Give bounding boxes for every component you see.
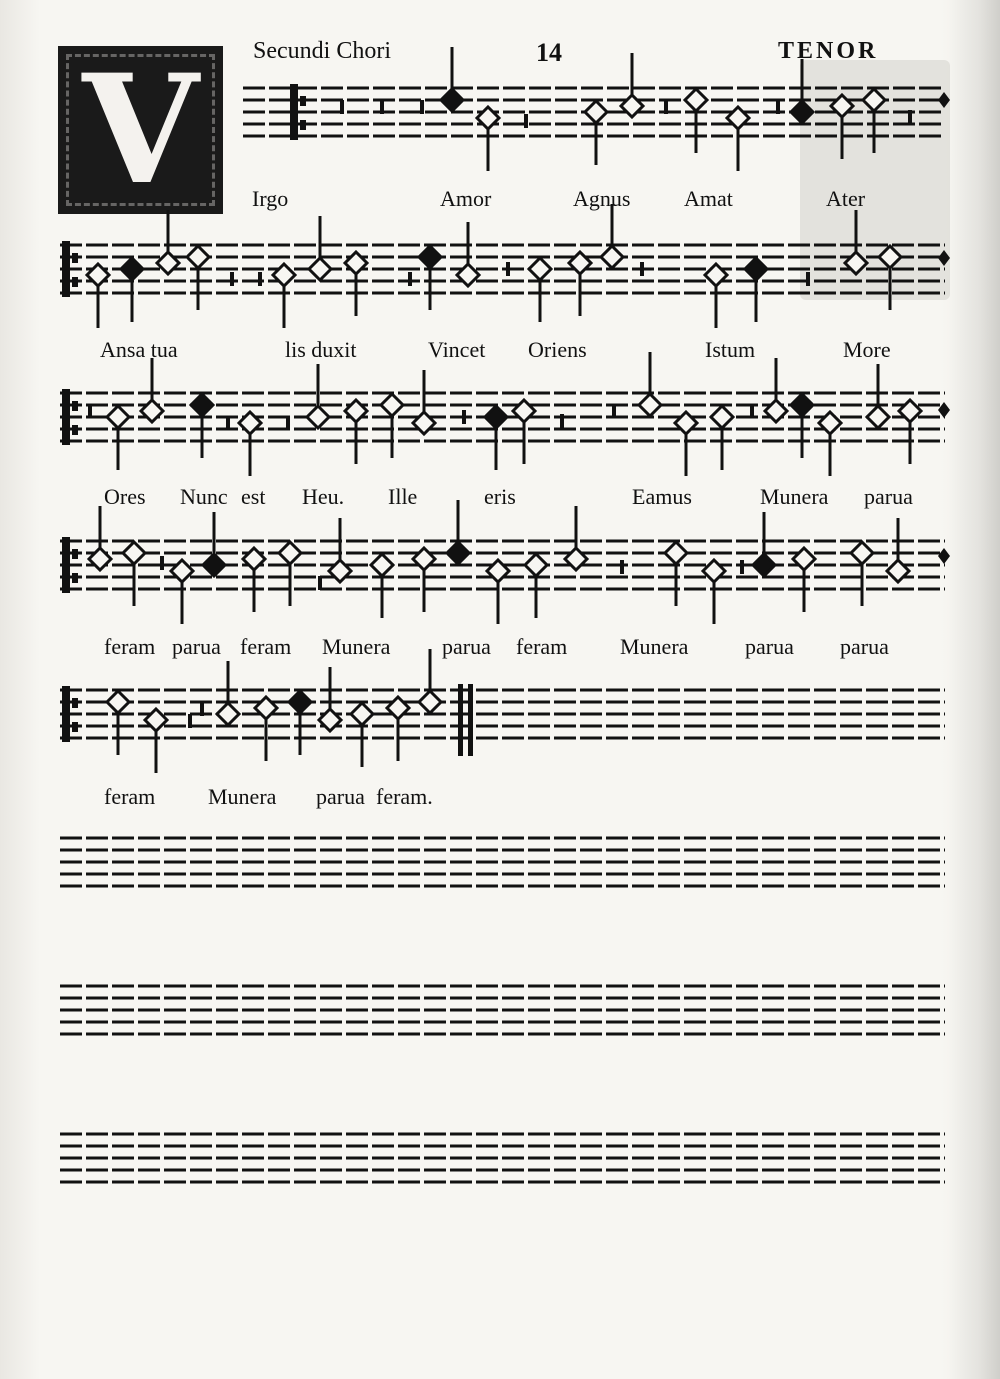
clef-mark: [62, 686, 70, 742]
note-head: [157, 252, 179, 274]
note-head: [899, 400, 921, 422]
rest-mark: [506, 262, 510, 276]
chorus-heading: Secundi Chori: [253, 38, 391, 64]
note-head: [345, 252, 367, 274]
note-head: [441, 89, 463, 111]
note-head: [289, 691, 311, 713]
note-head: [745, 258, 767, 280]
note-head: [107, 406, 129, 428]
initial-letter: V: [82, 46, 199, 214]
note-head: [477, 107, 499, 129]
lyric-amat: Amat: [684, 186, 733, 211]
lyric-amor: Amor: [440, 186, 492, 211]
final-barline: [468, 684, 473, 756]
note-head: [601, 246, 623, 268]
lyric-parua: parua: [316, 784, 365, 809]
note-head: [239, 412, 261, 434]
note-head: [319, 709, 341, 731]
note-head: [191, 394, 213, 416]
rest-mark: [230, 272, 234, 286]
lyric-oriens: Oriens: [528, 337, 587, 362]
note-head: [371, 554, 393, 576]
rest-mark: [740, 560, 744, 574]
clef-mark: [62, 537, 70, 593]
note-head: [585, 101, 607, 123]
lyric-parua: parua: [172, 634, 221, 659]
rest-mark: [380, 100, 384, 114]
note-head: [665, 542, 687, 564]
note-head: [243, 548, 265, 570]
rest-mark: [226, 416, 230, 430]
note-head: [569, 252, 591, 274]
note-head: [793, 548, 815, 570]
rest-mark: [258, 272, 262, 286]
note-head: [685, 89, 707, 111]
lyric-munera: Munera: [760, 484, 829, 509]
lyric-ansa-tua: Ansa tua: [100, 337, 178, 362]
lyric-munera: Munera: [620, 634, 689, 659]
note-head: [819, 412, 841, 434]
note-head: [87, 264, 109, 286]
note-head: [851, 542, 873, 564]
lyric-ille: Ille: [388, 484, 418, 509]
clef-mark: [72, 425, 78, 435]
custos-mark: [938, 250, 950, 266]
note-head: [107, 691, 129, 713]
lyric-ater: Ater: [826, 186, 866, 211]
lyric-more: More: [843, 337, 891, 362]
note-head: [487, 560, 509, 582]
note-head: [345, 400, 367, 422]
lyric-parua: parua: [840, 634, 889, 659]
note-head: [203, 554, 225, 576]
page-number: 14: [536, 38, 562, 67]
note-head: [831, 95, 853, 117]
lyric-feram: feram: [516, 634, 568, 659]
clef-mark: [72, 401, 78, 411]
rest-mark: [806, 272, 810, 286]
note-head: [529, 258, 551, 280]
note-head: [217, 703, 239, 725]
rest-mark: [408, 272, 412, 286]
rest-mark: [620, 560, 624, 574]
note-head: [703, 560, 725, 582]
clef-mark: [300, 96, 306, 106]
rest-mark: [286, 416, 290, 430]
lyric-eamus: Eamus: [632, 484, 692, 509]
final-barline: [458, 684, 463, 756]
note-head: [273, 264, 295, 286]
rest-mark: [908, 110, 912, 124]
rest-mark: [524, 114, 528, 128]
note-head: [863, 89, 885, 111]
note-head: [711, 406, 733, 428]
lyric-est: est: [241, 484, 266, 509]
rest-mark: [200, 702, 204, 716]
lyric-feram-final: feram.: [376, 784, 433, 809]
rest-mark: [612, 404, 616, 418]
lyric-eris: eris: [484, 484, 516, 509]
note-head: [171, 560, 193, 582]
rest-mark: [188, 714, 192, 728]
note-head: [845, 252, 867, 274]
note-head: [329, 560, 351, 582]
note-head: [255, 697, 277, 719]
lyric-munera: Munera: [208, 784, 277, 809]
lyric-feram: feram: [104, 784, 156, 809]
rest-mark: [88, 404, 92, 418]
note-head: [447, 542, 469, 564]
note-head: [727, 107, 749, 129]
rest-mark: [340, 100, 344, 114]
rest-mark: [462, 410, 466, 424]
note-head: [525, 554, 547, 576]
note-head: [565, 548, 587, 570]
lyric-lis-duxit: lis duxit: [285, 337, 357, 362]
rest-mark: [160, 556, 164, 570]
rest-mark: [750, 404, 754, 418]
lyric-ores: Ores: [104, 484, 146, 509]
note-head: [457, 264, 479, 286]
note-head: [279, 542, 301, 564]
rest-mark: [664, 100, 668, 114]
clef-mark: [72, 573, 78, 583]
rest-mark: [640, 262, 644, 276]
note-head: [307, 406, 329, 428]
rest-mark: [560, 414, 564, 428]
note-head: [879, 246, 901, 268]
note-head: [381, 394, 403, 416]
lyric-parua: parua: [442, 634, 491, 659]
note-head: [867, 406, 889, 428]
note-head: [89, 548, 111, 570]
note-head: [145, 709, 167, 731]
note-head: [675, 412, 697, 434]
lyric-parua: parua: [745, 634, 794, 659]
clef-mark: [72, 549, 78, 559]
note-head: [413, 548, 435, 570]
voice-part-heading: TENOR: [778, 38, 879, 64]
note-head: [121, 258, 143, 280]
lyric-feram: feram: [104, 634, 156, 659]
note-head: [419, 246, 441, 268]
note-head: [309, 258, 331, 280]
rest-mark: [776, 100, 780, 114]
note-head: [887, 560, 909, 582]
clef-mark: [62, 389, 70, 445]
lyric-munera: Munera: [322, 634, 391, 659]
clef-mark: [300, 120, 306, 130]
custos-mark: [938, 548, 950, 564]
lyric-parua: parua: [864, 484, 913, 509]
lyric-heu: Heu.: [302, 484, 345, 509]
note-head: [413, 412, 435, 434]
note-head: [705, 264, 727, 286]
note-head: [123, 542, 145, 564]
note-head: [765, 400, 787, 422]
note-head: [753, 554, 775, 576]
lyric-istum: Istum: [705, 337, 756, 362]
lyric-feram: feram: [240, 634, 292, 659]
note-head: [639, 394, 661, 416]
note-head: [791, 394, 813, 416]
rest-mark: [318, 576, 322, 590]
note-head: [621, 95, 643, 117]
note-head: [351, 703, 373, 725]
note-head: [513, 400, 535, 422]
clef-mark: [62, 241, 70, 297]
note-head: [387, 697, 409, 719]
note-head: [485, 406, 507, 428]
clef-mark: [290, 84, 298, 140]
note-head: [187, 246, 209, 268]
note-head: [419, 691, 441, 713]
lyric-irgo: Irgo: [252, 186, 289, 211]
rest-mark: [420, 100, 424, 114]
custos-mark: [938, 92, 950, 108]
lyric-vincet: Vincet: [428, 337, 486, 362]
lyric-nunc: Nunc: [180, 484, 228, 509]
note-head: [141, 400, 163, 422]
clef-mark: [72, 277, 78, 287]
note-head: [791, 101, 813, 123]
clef-mark: [72, 253, 78, 263]
lyric-agnus: Agnus: [573, 186, 631, 211]
clef-mark: [72, 698, 78, 708]
clef-mark: [72, 722, 78, 732]
